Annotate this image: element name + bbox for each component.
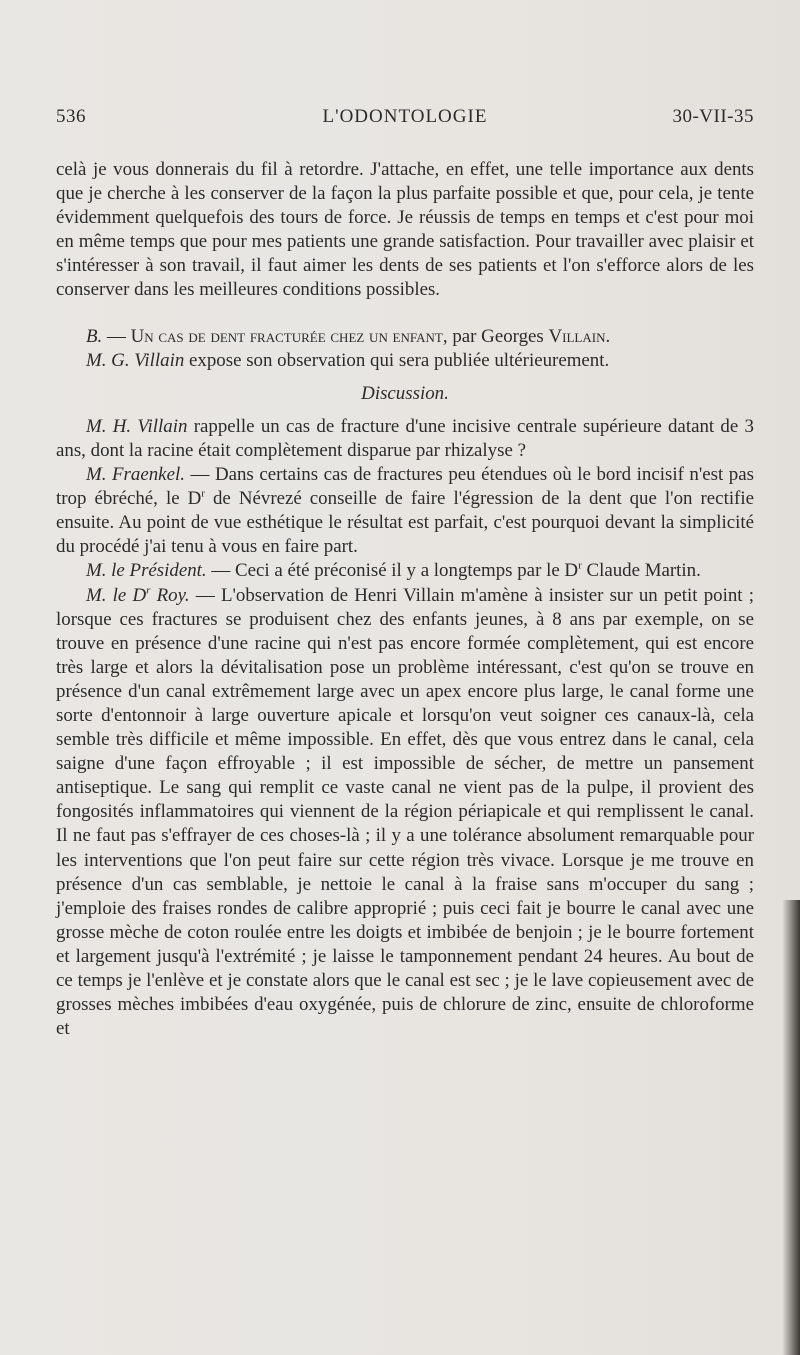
section-b-heading: B. — Un cas de dent fracturée chez un enfant, par Georges Villain. (86, 325, 611, 347)
speaker: M. le Président. (86, 560, 207, 582)
speaker: M. H. Villain (86, 415, 188, 437)
issue-date: 30-VII-35 (672, 106, 754, 127)
running-title: L'ODONTOLOGIE (322, 106, 488, 127)
speaker: M. Fraenkel. (86, 464, 185, 486)
president-paragraph: M. le Président. — Ceci a été préconisé il y a longtemps par le $D^r$ Claude Martin. (86, 560, 701, 582)
running-header (56, 106, 754, 136)
intro-paragraph: celà je vous donnerais du fil à retordre. J'attache, en effet, une telle importance aux dents que je cherche à les conserver de la façon la plus parfaite possible et que, pour cela, je tente évidemment quelquefois des tours de force. Je réussis de temps en temps et c'est pour moi en même temps que pour mes patients une grande satisfaction. Pour travailler avec plaisir et s'intéresser à son travail, il faut aimer les dents de ses patients et l'on s'efforce alors de les conserver dans les meilleures conditions possibles. (56, 159, 754, 301)
section-b-title: Un cas de dent fracturée chez un enfant, (130, 325, 448, 347)
roy-paragraph: M. le $D^r$ Roy. — L'observation de Henri Villain m'amène à insister sur un petit point ; lorsque ces fractures se produisent chez des enfants jeunes, à 8 ans par exemple, on se trouve en présence d'une racine qui n'est pas encore formée complètement, qui est encore très large et alors la dévitalisation pose un problème intéressant, c'est qu'on se trouve en présence d'un canal extrêmement large avec un apex encore plus large, le canal forme une sorte d'entonnoir à large ouverture apicale et lorsqu'on veut soigner ces canaux-là, cela semble très difficile et même impossible. En effet, dès que vous entrez dans le canal, cela saigne d'une façon effroyable ; il est impossible de sécher, de mettre un pansement antiseptique. Le sang qui remplit ce vaste canal ne vient pas de la pulpe, il provient des fongosités inflammatoires qui viennent de la région périapicale et qui remplissent le canal. Il ne faut pas s'effrayer de ces choses-là ; il y a une tolérance absolument remarquable pour les interventions que l'on peut faire sur cette région très vivace. Lorsque je me trouve en présence d'un cas semblable, je nettoie le canal à la fraise sans m'occuper du sang ; j'emploie des fraises rondes de calibre approprié ; puis ceci fait je bourre le canal avec une grosse mèche de coton roulée entre les doigts et imbibée de benjoin ; je le bourre fortement et largement jusqu'à l'extrémité ; je laisse le tamponnement pendant 24 heures. Au bout de ce temps je l'enlève et je constate alors que le canal est sec ; je le lave copieusement avec de grosses mèches imbibées d'eau oxygénée, puis de chlorure de zinc, ensuite de chloroforme et (56, 584, 754, 1040)
page-edge-shadow (782, 900, 800, 1355)
page-body (56, 158, 754, 1041)
discussion-heading: Discussion. (361, 382, 449, 404)
fraenkel-paragraph: M. Fraenkel. — Dans certains cas de fractures peu étendues où le bord incisif n'est pas trop ébréché, le $D^r$ de Névrezé conseille de faire l'égression de la dent que l'on rectifie ensuite. Au point de vue esthétique le résultat est parfait, c'est pourquoi devant la simplicité du procédé j'ai tenu à vous en faire part. (56, 464, 754, 558)
speaker: M. G. Villain (86, 349, 185, 371)
page-number: 536 (56, 106, 86, 127)
section-b-author: Villain. (548, 325, 611, 347)
speaker: M. le $D^r$ Roy. (86, 584, 190, 606)
h-villain-paragraph: M. H. Villain rappelle un cas de fracture d'une incisive centrale supérieure datant de 3 ans, dont la racine était complètement disparue par rhizalyse ? (56, 415, 754, 461)
g-villain-paragraph: M. G. Villain expose son observation qui sera publiée ultérieurement. (86, 349, 610, 371)
